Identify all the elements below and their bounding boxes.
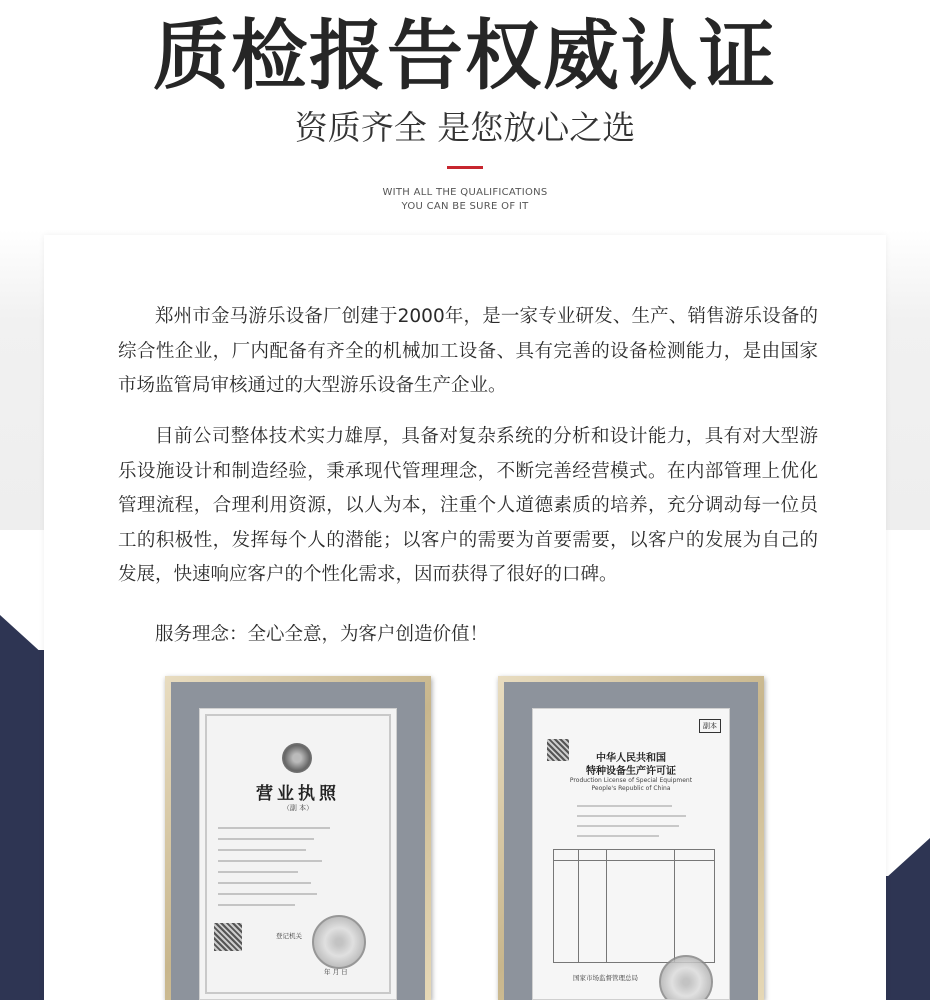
accent-divider [447, 166, 483, 169]
license-english-title: Production License of Special Equipment [569, 777, 693, 784]
production-license-title: 特种设备生产许可证 [586, 766, 676, 777]
frame-mat [504, 682, 758, 1000]
official-seal-icon [312, 915, 366, 969]
page-title: 质检报告权威认证 [153, 11, 777, 100]
english-tagline-line2: YOU CAN BE SURE OF IT [401, 201, 529, 212]
qr-code-icon [214, 923, 242, 951]
business-license-frame [165, 676, 431, 1000]
navy-band-right [886, 876, 930, 1000]
license-text-lines [577, 805, 713, 845]
english-tagline [0, 186, 930, 214]
copy-badge: 副本 [699, 719, 721, 733]
license-date-label: 年 月 日 [324, 968, 348, 976]
english-tagline-line1: WITH ALL THE QUALIFICATIONS [382, 187, 548, 198]
business-license-title: 营业执照 [256, 784, 340, 804]
license-text-lines [218, 827, 378, 915]
service-philosophy-paragraph: 服务理念：全心全意，为客户创造价值！ [155, 624, 489, 645]
navy-band-left [0, 650, 44, 1000]
page-subtitle: 资质齐全 是您放心之选 [294, 108, 636, 147]
national-emblem-icon [282, 743, 312, 773]
official-seal-icon [659, 955, 713, 1000]
business-license-copy-label: （副 本） [282, 804, 314, 812]
issuing-authority-label: 国家市场监督管理总局 [573, 974, 638, 982]
company-strength-paragraph: 目前公司整体技术实力雄厚，具备对复杂系统的分析和设计能力，具有对大型游乐设施设计和制造经验，秉承现代管理理念，不断完善经营模式。在内部管理上优化管理流程，合理利用资源，以人为本，注重个人道德素质的培养，充分调动每一位员工的积极性，发挥每个人的潜能；以客户的需要为首要需要，以客户的发展为自己的发展，快速响应客户的个性化需求，因而获得了很好的口碑。 [118, 426, 818, 585]
navy-corner-right [886, 838, 930, 878]
frame-mat [171, 682, 425, 1000]
production-license-document [532, 708, 730, 1000]
company-intro-paragraph: 郑州市金马游乐设备厂创建于2000年，是一家专业研发、生产、销售游乐设备的综合性企业，厂内配备有齐全的机械加工设备、具有完善的设备检测能力，是由国家市场监管局审核通过的大型游乐设备生产企业。 [118, 306, 818, 396]
license-english-country: People's Republic of China [591, 785, 671, 792]
license-country: 中华人民共和国 [596, 753, 666, 764]
production-license-frame [498, 676, 764, 1000]
registration-authority-label: 登记机关 [276, 932, 302, 940]
business-license-document [199, 708, 397, 1000]
license-scope-table [553, 849, 715, 963]
navy-corner-left [0, 615, 44, 655]
